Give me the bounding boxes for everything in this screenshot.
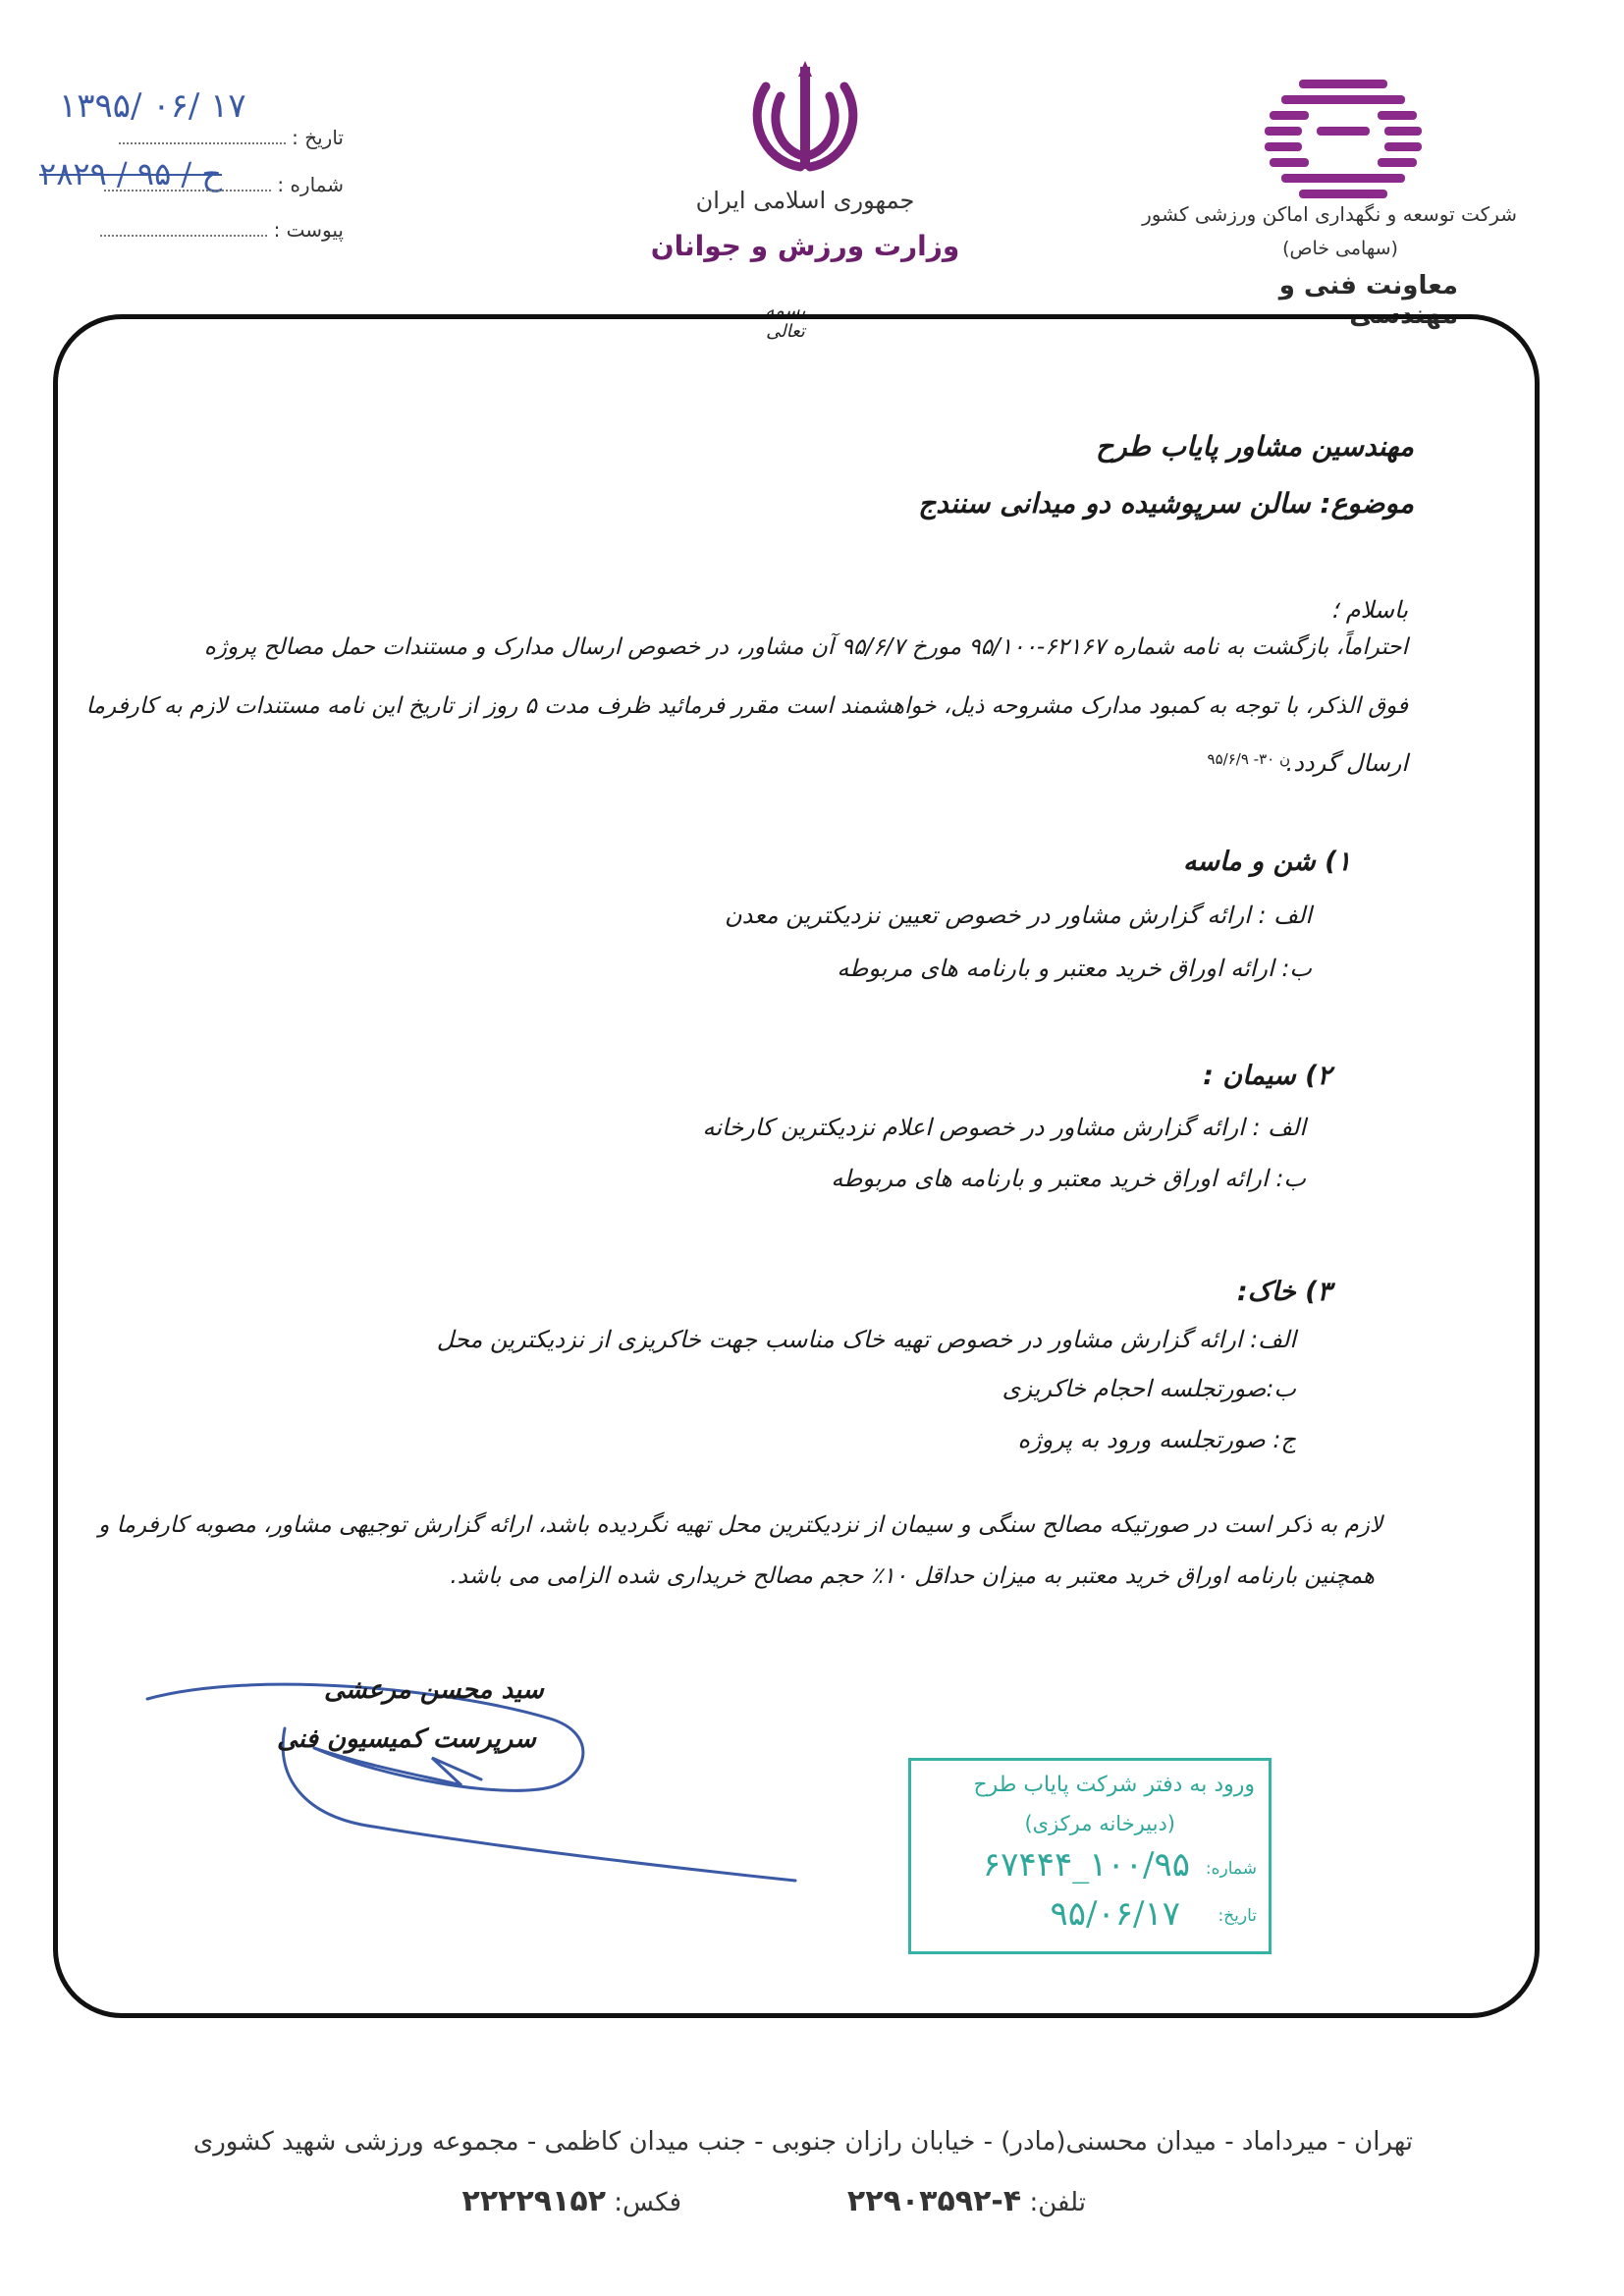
company-type: (سهامی خاص) <box>1282 238 1398 259</box>
section-3-item-1: الف: ارائه گزارش مشاور در خصوص تهیه خاک مناسب جهت خاکریزی از نزدیکترین محل <box>436 1326 1296 1353</box>
fax-value: ۲۲۲۲۹۱۵۲ <box>461 2184 607 2218</box>
attachment-field <box>88 218 344 242</box>
signatory-name: سید محسن مرعشی <box>324 1675 544 1705</box>
section-3-item-2: ب:صورتجلسه احجام خاکریزی <box>1001 1375 1296 1402</box>
signatory-title: سرپرست کمیسیون فنی <box>277 1724 536 1754</box>
section-1-item-1: الف : ارائه گزارش مشاور در خصوص تعیین نزدیکترین معدن <box>724 902 1312 929</box>
footer-phone <box>847 2184 1086 2218</box>
stamp-line-1: ورود به دفتر شرکت پایاب طرح <box>973 1773 1255 1797</box>
subject: موضوع: سالن سرپوشیده دو میدانی سنندج <box>918 487 1414 519</box>
paragraph-line-2: فوق الذکر، با توجه به کمبود مدارک مشروحه ذیل، خواهشمند است مقرر فرمائید ظرف مدت ۵ روز از تاریخ این نامه مستندات لازم به کارفرما <box>85 693 1408 719</box>
paragraph-line-3: ارسال گردد. <box>1285 749 1408 777</box>
company-department: معاونت فنی و مهندسی <box>1278 271 1458 330</box>
number-handwritten: ۲۸۲۹ / ۹۵ / ح <box>39 155 223 192</box>
bismillah: بسمه تعالی <box>765 301 806 342</box>
stamp-line-2: (دبیرخانه مرکزی) <box>1024 1812 1175 1835</box>
paragraph-note: ن ۳۰- ۹۵/۶/۹ <box>1207 750 1290 768</box>
ministry-title: وزارت ورزش و جوانان <box>650 230 960 262</box>
company-logo-icon <box>1260 74 1427 201</box>
fax-label: فکس: <box>614 2188 681 2217</box>
company-name: شرکت توسعه و نگهداری اماکن ورزشی کشور <box>1142 202 1517 226</box>
received-stamp <box>908 1758 1272 1954</box>
date-dots <box>119 129 286 144</box>
footer-fax <box>462 2184 681 2218</box>
section-2-title: ۲) سیمان : <box>1203 1061 1331 1091</box>
date-label: تاریخ : <box>292 126 344 149</box>
stamp-date-label: تاریخ: <box>1218 1906 1257 1926</box>
date-field <box>88 126 344 149</box>
iran-emblem-icon <box>741 57 869 185</box>
section-3-item-3: ج: صورتجلسه ورود به پروژه <box>1017 1426 1296 1453</box>
section-1-item-2: ب: ارائه اوراق خرید معتبر و بارنامه های مربوطه <box>837 955 1312 982</box>
greeting: باسلام ؛ <box>1330 596 1408 624</box>
section-3-title: ۳) خاک: <box>1236 1277 1331 1307</box>
footer-address: تهران - میرداماد - میدان محسنی(مادر) - خیابان رازان جنوبی - جنب میدان کاظمی - مجموعه ورزشی شهید کشوری <box>192 2127 1413 2157</box>
attachment-label: پیوست : <box>273 218 344 242</box>
phone-label: تلفن: <box>1029 2188 1086 2217</box>
attachment-dots <box>100 221 267 237</box>
section-2-item-1: الف : ارائه گزارش مشاور در خصوص اعلام نزدیکترین کارخانه <box>702 1114 1306 1141</box>
paragraph-line-1: احتراماً، بازگشت به نامه شماره ۶۲۱۶۷-۹۵/۱۰۰ مورخ ۹۵/۶/۷ آن مشاور، در خصوص ارسال مدارک و مستندات حمل مصالح پروژه <box>203 634 1408 660</box>
stamp-number-label: شماره: <box>1205 1859 1257 1879</box>
date-handwritten: ۱۳۹۵/ ۰۶/ ۱۷ <box>59 86 246 126</box>
phone-value: ۴-۲۲۹۰۳۵۹۲ <box>846 2184 1022 2218</box>
number-label: شماره : <box>277 173 344 196</box>
closing-line-2: همچنین بارنامه اوراق خرید معتبر به میزان حداقل ۱۰٪ حجم مصالح خریداری شده الزامی می باشد. <box>450 1563 1375 1589</box>
stamp-date-value: ۹۵/۰۶/۱۷ <box>1050 1894 1180 1934</box>
number-dots <box>104 176 271 191</box>
stamp-number-value: ۱۰۰/۹۵_۶۷۴۴۴ <box>982 1845 1190 1885</box>
addressee: مهندسین مشاور پایاب طرح <box>1096 430 1414 463</box>
section-1-title: ۱) شن و ماسه <box>1182 847 1351 877</box>
section-2-item-2: ب: ارائه اوراق خرید معتبر و بارنامه های مربوطه <box>831 1165 1306 1192</box>
number-field <box>88 173 344 196</box>
closing-line-1: لازم به ذکر است در صورتیکه مصالح سنگی و سیمان از نزدیکترین محل تهیه نگردیده باشد، ارائه گزارش توجیهی مشاور، مصوبه کارفرما و <box>98 1512 1382 1538</box>
republic-title: جمهوری اسلامی ایران <box>695 187 915 214</box>
